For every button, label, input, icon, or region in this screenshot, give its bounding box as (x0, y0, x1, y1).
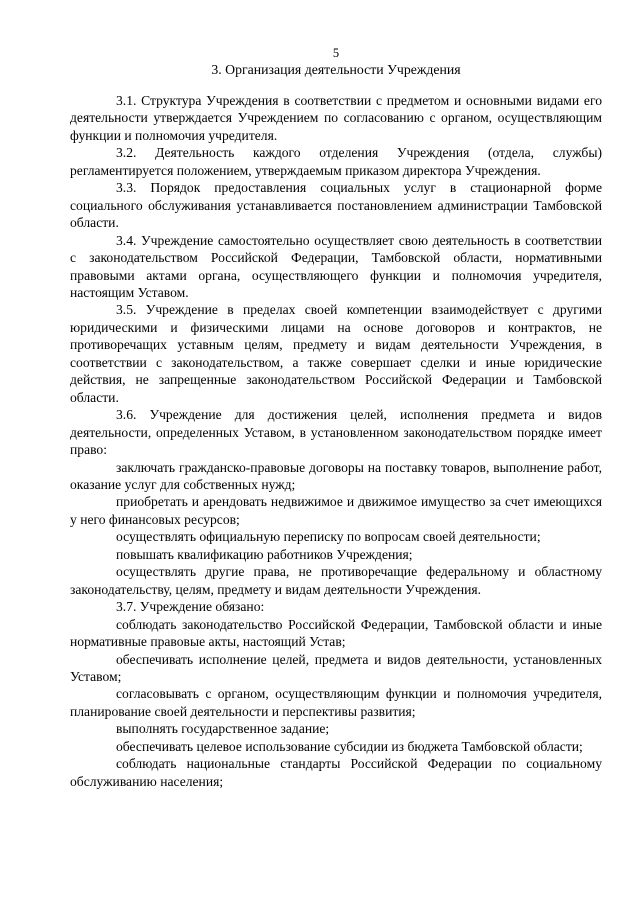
paragraph-3-7: 3.7. Учреждение обязано: (116, 599, 265, 615)
obligations-item: обеспечивать исполнение целей, предмета и видов деятельности, установленных Уставом; (70, 651, 602, 684)
rights-item: осуществлять другие права, не противоречащие федеральному и областному законодательству, целям, предмету и видам деятельности Учреждения. (70, 564, 602, 597)
paragraph-3-5: 3.5. Учреждение в пределах своей компетенции взаимодействует с другими юридическими и физическими лицами на основе договоров и контрактов, не противоречащих уставным целям, предмету и видам деятельности Учреждения, в соответствии с законодательством, а также совершает сделки и иные юридические действия, не запрещенные законодательством Российской Федерации и Тамбовской области. (70, 302, 602, 405)
obligations-item: выполнять государственное задание; (116, 721, 330, 737)
document-page (70, 46, 602, 790)
obligations-item: обеспечивать целевое использование субсидии из бюджета Тамбовской области; (116, 738, 583, 754)
rights-item: повышать квалификацию работников Учреждения; (116, 546, 413, 562)
rights-item: заключать гражданско-правовые договоры на поставку товаров, выполнение работ, оказание услуг для собственных нужд; (70, 459, 602, 492)
rights-item: приобретать и арендовать недвижимое и движимое имущество за счет имеющихся у него финансовых ресурсов; (70, 494, 602, 527)
obligations-item: согласовывать с органом, осуществляющим функции и полномочия учредителя, планирование своей деятельности и перспективы развития; (70, 686, 602, 719)
paragraph-3-2: 3.2. Деятельность каждого отделения Учреждения (отдела, службы) регламентируется положением, утверждаемым приказом директора Учреждения. (70, 145, 602, 178)
page-number: 5 (332, 46, 340, 60)
paragraph-3-1: 3.1. Структура Учреждения в соответствии с предметом и основными видами его деятельности утверждается Учреждением по согласованию с органом, осуществляющим функции и полномочия учредителя. (70, 93, 602, 143)
obligations-item: соблюдать национальные стандарты Российской Федерации по социальному обслуживанию населения; (70, 756, 602, 789)
section-heading: 3. Организация деятельности Учреждения (211, 62, 461, 77)
paragraph-3-4: 3.4. Учреждение самостоятельно осуществляет свою деятельность в соответствии с законодательством Российской Федерации, Тамбовской области, нормативными правовыми актами органа, осуществляющего функции и полномочия учредителя, настоящим Уставом. (70, 232, 602, 300)
paragraph-3-3: 3.3. Порядок предоставления социальных услуг в стационарной форме социального обслуживания устанавливается постановлением администрации Тамбовской области. (70, 180, 602, 231)
obligations-item: соблюдать законодательство Российской Федерации, Тамбовской области и иные нормативные правовые акты, настоящий Устав; (70, 616, 602, 650)
paragraph-3-6: 3.6. Учреждение для достижения целей, исполнения предмета и видов деятельности, определенных Уставом, в установленном законодательством порядке имеет право: (70, 407, 602, 458)
rights-item: осуществлять официальную переписку по вопросам своей деятельности; (116, 529, 541, 545)
